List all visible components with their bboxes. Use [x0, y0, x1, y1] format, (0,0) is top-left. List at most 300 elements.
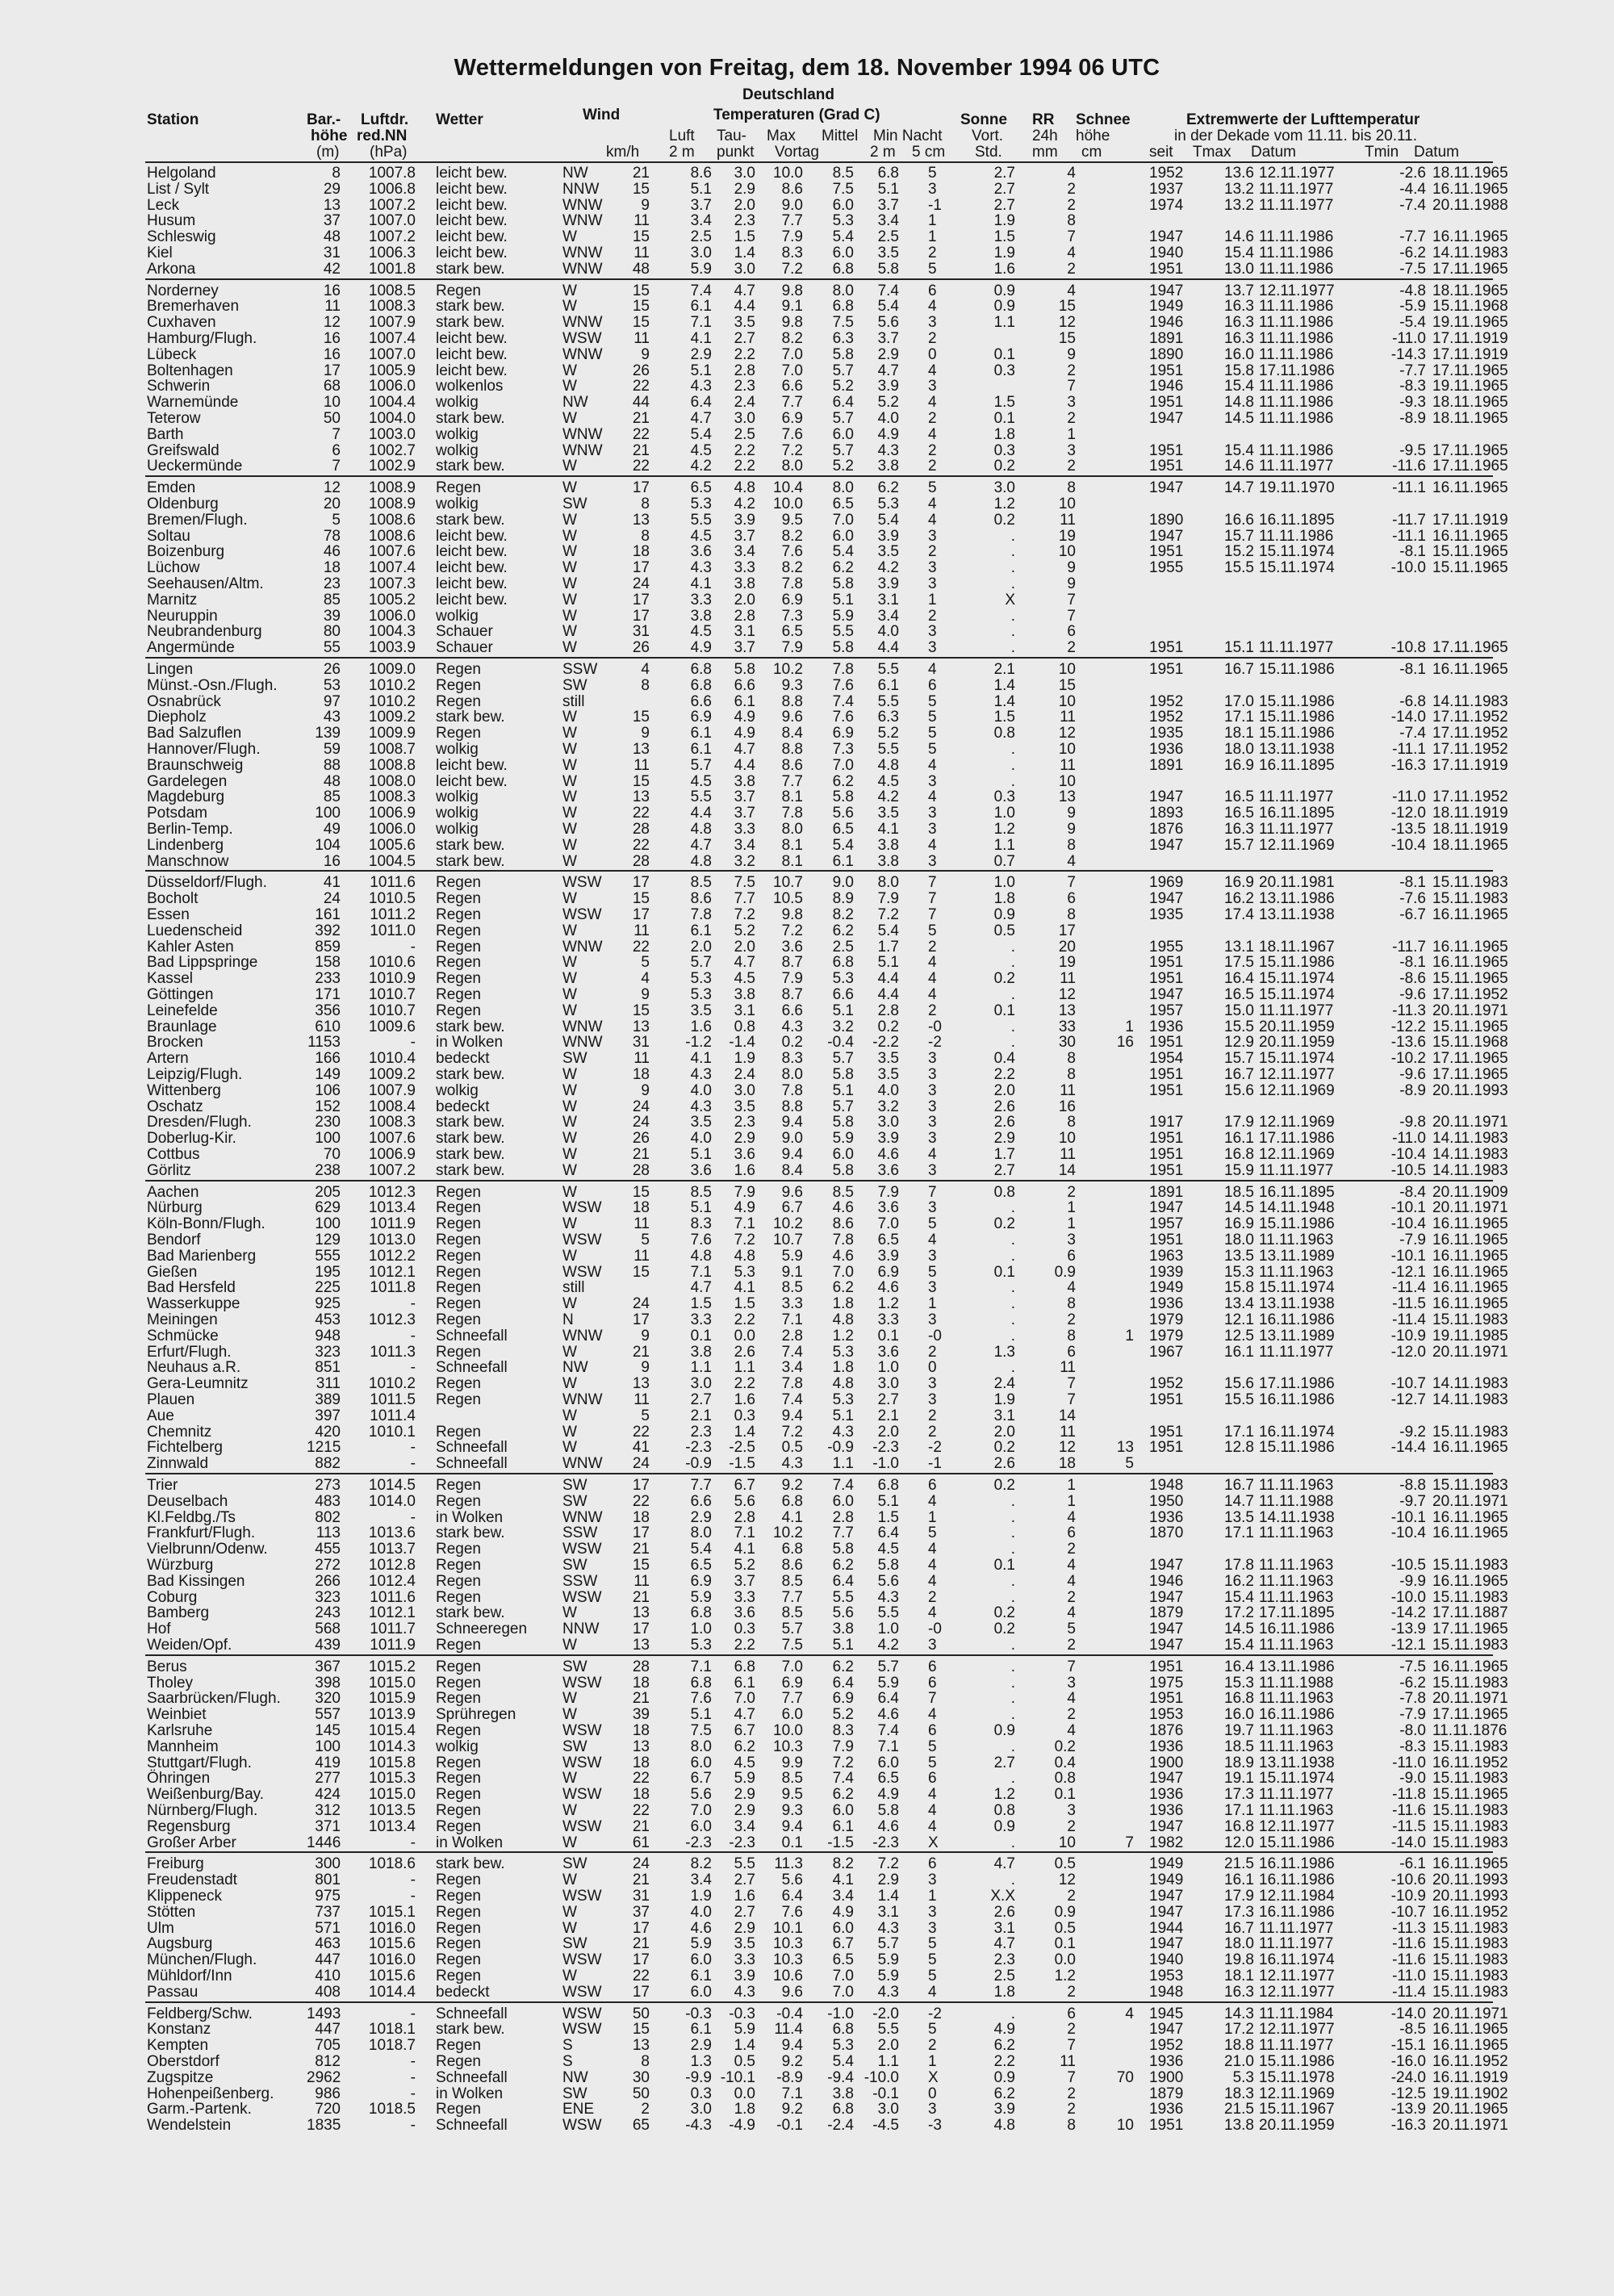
pressure: 1010.7 [368, 1002, 416, 1019]
sunshine: 0.1 [993, 1002, 1015, 1019]
record-tmin: -9.8 [1399, 1114, 1426, 1131]
temp-min: 3.0 [877, 1375, 899, 1393]
temp-air: 2.1 [690, 1407, 712, 1424]
precipitation: 10 [1058, 692, 1076, 710]
record-tmax: 12.9 [1224, 1034, 1254, 1052]
record-tmin-date: 17.11.1965 [1432, 441, 1508, 459]
temp-ground: 4 [928, 1983, 937, 2001]
temp-ground: 3 [928, 623, 937, 641]
temp-min: 4.7 [877, 362, 899, 379]
sunshine: 1.9 [993, 1391, 1015, 1408]
sunshine: . [1010, 1872, 1015, 1889]
station-name: Karlsruhe [147, 1722, 213, 1739]
station-height: 100 [315, 1130, 341, 1148]
pressure: 1008.6 [368, 527, 416, 545]
dewpoint: 2.8 [734, 607, 755, 625]
record-tmax: 16.8 [1224, 1817, 1254, 1835]
precipitation: 10 [1058, 772, 1076, 790]
weather: Regen [436, 1391, 481, 1408]
record-tmin: -8.4 [1399, 1183, 1426, 1201]
table-row [0, 1707, 1614, 1722]
sunshine: 1.1 [993, 314, 1015, 332]
temp-mean: 6.1 [832, 852, 854, 870]
table-row [0, 1265, 1614, 1280]
sunshine: 1.0 [993, 874, 1015, 892]
table-row [0, 198, 1614, 213]
weather: Regen [436, 1343, 481, 1361]
record-tmax-date: 15.11.1986 [1259, 725, 1335, 742]
temp-ground: 7 [928, 890, 937, 908]
record-tmin-date: 20.11.1971 [1432, 2005, 1508, 2022]
precipitation: 4 [1067, 245, 1076, 261]
table-row [0, 2086, 1614, 2102]
precipitation: 20 [1058, 938, 1076, 956]
wind-direction: S [562, 2037, 573, 2055]
precipitation: 1.2 [1054, 1968, 1076, 1984]
sunshine: . [1010, 2005, 1015, 2022]
pressure: 1004.3 [368, 623, 416, 641]
record-since: 1947 [1149, 479, 1184, 497]
pressure: 1007.3 [368, 575, 416, 592]
precipitation: 7 [1067, 2037, 1076, 2055]
wind-speed: 15 [632, 228, 650, 246]
station-height: 629 [315, 1199, 341, 1217]
temp-mean: 6.6 [832, 986, 854, 1003]
temp-max: 9.1 [781, 298, 803, 316]
record-tmin-date: 15.11.1983 [1432, 1951, 1508, 1969]
precipitation: 11 [1060, 1146, 1076, 1163]
header-hoehe-1: Bar.- [307, 111, 341, 128]
temp-air: 1.5 [690, 1295, 712, 1313]
dewpoint: 2.3 [734, 378, 755, 395]
pressure: - [410, 1295, 416, 1313]
record-tmax: 17.4 [1224, 906, 1254, 923]
wind-direction: W [562, 852, 577, 870]
sunshine: 0.2 [993, 511, 1015, 529]
wind-direction: WSW [562, 1263, 602, 1281]
wind-direction: W [562, 890, 577, 908]
temp-min: 4.8 [877, 756, 899, 774]
record-since: 1949 [1149, 1872, 1184, 1889]
temp-max: 10.0 [773, 165, 803, 182]
temp-air: 5.1 [690, 180, 712, 198]
precipitation: 4 [1067, 1604, 1076, 1622]
record-since: 1951 [1149, 260, 1184, 278]
temp-max: 9.4 [781, 1817, 803, 1835]
record-tmin: -10.6 [1390, 1872, 1426, 1889]
temp-mean: 7.0 [832, 1983, 854, 2001]
sunshine: . [1010, 1295, 1015, 1313]
precipitation: 9 [1067, 345, 1076, 363]
precipitation: 7 [1067, 1658, 1076, 1675]
wind-speed: 37 [632, 1903, 650, 1921]
sunshine: 3.0 [993, 479, 1015, 497]
station-name: Teterow [147, 410, 201, 427]
temp-mean: 5.7 [832, 1098, 854, 1115]
wind-speed: 24 [632, 1855, 650, 1873]
record-tmin: -12.0 [1390, 1343, 1426, 1361]
temp-min: 0.2 [877, 1018, 899, 1035]
temp-min: 5.4 [877, 298, 899, 316]
record-tmin: -11.6 [1392, 1935, 1426, 1953]
dewpoint: 2.8 [734, 1508, 755, 1526]
temp-mean: 5.6 [832, 1604, 854, 1622]
record-since: 1951 [1149, 1034, 1184, 1052]
temp-air: 1.3 [690, 2053, 712, 2070]
wind-speed: 21 [632, 1817, 650, 1835]
record-since: 1947 [1149, 2021, 1184, 2039]
temp-ground: 4 [928, 298, 937, 316]
dewpoint: 3.5 [734, 1098, 755, 1115]
pressure: - [410, 2053, 416, 2070]
wind-speed: 4 [641, 970, 650, 988]
temp-min: 5.5 [877, 661, 899, 678]
temp-air: 6.1 [690, 2021, 712, 2039]
station-name: Chemnitz [147, 1423, 212, 1441]
pressure: 1006.0 [368, 607, 416, 625]
temp-max: 8.5 [781, 1770, 803, 1788]
record-tmax-date: 11.11.1963 [1259, 1557, 1334, 1574]
temp-air: 3.8 [690, 1343, 712, 1361]
wind-direction: W [562, 1161, 577, 1179]
record-tmin: -8.9 [1399, 410, 1426, 427]
temp-air: 1.0 [690, 1621, 712, 1638]
station-name: Greifswald [147, 441, 220, 459]
weather: Regen [436, 1802, 481, 1819]
wind-speed: 15 [632, 1002, 650, 1019]
station-name: Meiningen [147, 1311, 218, 1328]
temp-air: 4.5 [690, 441, 712, 459]
temp-mean: 6.8 [832, 298, 854, 316]
station-name: Wasserkuppe [147, 1295, 240, 1313]
station-height: 2962 [307, 2068, 341, 2086]
temp-air: 5.9 [690, 260, 712, 278]
record-tmin-date: 15.11.1965 [1432, 1786, 1508, 1804]
precipitation: 2 [1067, 458, 1076, 475]
record-tmin: -7.9 [1399, 1706, 1426, 1724]
sunshine: 0.8 [993, 725, 1015, 742]
precipitation: 8 [1067, 1327, 1076, 1345]
record-tmax-date: 15.11.1986 [1259, 709, 1335, 726]
record-tmax: 17.1 [1224, 709, 1254, 726]
pressure: 1011.4 [370, 1407, 416, 1424]
record-tmin-date: 20.11.1965 [1432, 2101, 1508, 2118]
temp-min: 5.1 [877, 1492, 899, 1510]
wind-direction: ENE [562, 2101, 595, 2118]
dewpoint: 0.3 [734, 1621, 755, 1638]
dewpoint: 2.2 [734, 1311, 755, 1328]
station-height: 100 [315, 1215, 341, 1233]
record-tmax-date: 11.11.1977 [1259, 821, 1334, 838]
temp-min: 5.8 [877, 1557, 899, 1574]
temp-ground: 3 [928, 821, 937, 838]
record-since: 1951 [1149, 1658, 1184, 1675]
temp-min: 3.5 [877, 805, 899, 822]
temp-air: 2.5 [690, 228, 712, 246]
record-tmin: -7.5 [1399, 1658, 1426, 1675]
station-height: 277 [315, 1770, 341, 1788]
record-since: 1953 [1149, 1706, 1184, 1724]
record-since: 1948 [1149, 1983, 1184, 2001]
record-since: 1957 [1149, 1002, 1184, 1019]
temp-mean: 3.4 [832, 1888, 854, 1905]
header-nacht-5cm: 5 cm [912, 144, 946, 161]
temp-max: 10.3 [773, 1935, 803, 1953]
record-since: 1948 [1149, 1477, 1184, 1494]
pressure: 1018.5 [368, 2101, 416, 2118]
record-tmin-date: 15.11.1983 [1432, 1423, 1508, 1441]
wind-direction: W [562, 1604, 577, 1622]
temp-ground: 3 [928, 180, 937, 198]
precipitation: 1 [1067, 1199, 1076, 1217]
record-tmax: 14.5 [1224, 1621, 1254, 1638]
wind-speed: 21 [632, 1541, 650, 1558]
wind-direction: WSW [562, 2117, 602, 2135]
wind-direction: WSW [562, 1786, 602, 1804]
dewpoint: 7.1 [734, 1524, 755, 1542]
record-tmin-date: 14.11.1983 [1432, 692, 1508, 710]
wind-direction: W [562, 1770, 577, 1788]
dewpoint: 4.8 [734, 1247, 755, 1265]
weather: Sprühregen [436, 1706, 516, 1724]
wind-speed: 8 [641, 2053, 650, 2070]
header-mittel: Mittel [822, 128, 859, 144]
weather: Regen [436, 676, 481, 694]
dewpoint: 4.5 [734, 1754, 755, 1771]
station-name: Leipzig/Flugh. [147, 1066, 243, 1083]
table-row [0, 1115, 1614, 1130]
table-row [0, 1200, 1614, 1215]
wind-speed: 21 [632, 1588, 650, 1606]
temp-mean: 6.0 [832, 1146, 854, 1163]
record-tmin-date: 20.11.1993 [1432, 1872, 1508, 1889]
station-height: 266 [315, 1572, 341, 1590]
temp-max: 9.5 [781, 1786, 803, 1804]
record-tmin: -10.5 [1390, 1161, 1426, 1179]
temp-max: 8.3 [781, 1050, 803, 1068]
table-row [0, 1376, 1614, 1391]
precipitation: 3 [1067, 394, 1076, 412]
header-datum-min: Datum [1414, 144, 1459, 161]
dewpoint: 2.2 [734, 458, 755, 475]
precipitation: 6 [1067, 890, 1076, 908]
record-tmax-date: 11.11.1977 [1259, 458, 1334, 475]
wind-direction: WNW [562, 212, 603, 230]
sunshine: 6.2 [993, 2037, 1015, 2055]
record-tmin-date: 14.11.1983 [1432, 245, 1508, 261]
temp-min: 3.5 [877, 1066, 899, 1083]
dewpoint: 3.8 [734, 986, 755, 1003]
record-tmin: -8.1 [1399, 954, 1426, 972]
weather: stark bew. [436, 836, 505, 854]
precipitation: 6 [1067, 1247, 1076, 1265]
pressure: 1007.2 [368, 1161, 416, 1179]
dewpoint: 3.3 [734, 821, 755, 838]
station-name: Kahler Asten [147, 938, 234, 956]
station-name: Düsseldorf/Flugh. [147, 874, 267, 892]
temp-air: 7.6 [690, 1690, 712, 1708]
weather: leicht bew. [436, 330, 508, 347]
temp-ground: 3 [928, 1130, 937, 1148]
record-since: 1876 [1149, 821, 1184, 838]
dewpoint: 3.8 [734, 575, 755, 592]
temp-min: 0.1 [877, 1327, 899, 1345]
temp-max: 8.7 [781, 954, 803, 972]
record-tmax: 15.3 [1224, 1674, 1254, 1692]
dewpoint: 3.6 [734, 1604, 755, 1622]
wind-speed: 48 [632, 260, 650, 278]
table-row [0, 1147, 1614, 1162]
wind-speed: 15 [632, 890, 650, 908]
precipitation: 8 [1067, 2117, 1076, 2135]
station-height: 43 [323, 709, 341, 726]
record-tmax: 15.5 [1224, 1018, 1254, 1035]
temp-mean: 6.0 [832, 1802, 854, 1819]
temp-ground: -0 [928, 1621, 942, 1638]
wind-speed: 11 [633, 330, 650, 347]
temp-max: 4.3 [781, 1455, 803, 1473]
sunshine: . [1010, 527, 1015, 545]
station-height: 453 [315, 1311, 341, 1328]
record-tmin: -7.7 [1399, 228, 1426, 246]
station-name: Zugspitze [147, 2068, 214, 2086]
temp-max: 6.7 [781, 1199, 803, 1217]
station-name: München/Flugh. [147, 1951, 257, 1969]
temp-max: 10.7 [773, 1232, 803, 1248]
pressure: - [410, 2117, 416, 2135]
station-name: Stötten [147, 1903, 196, 1921]
record-tmin-date: 18.11.1965 [1432, 165, 1508, 182]
station-name: Schleswig [147, 228, 216, 246]
record-tmin-date: 18.11.1919 [1432, 821, 1508, 838]
record-tmin-date: 16.11.1965 [1432, 1439, 1508, 1457]
temp-min: 3.1 [877, 1903, 899, 1921]
header-rr-3: mm [1032, 144, 1058, 161]
wind-direction: W [562, 639, 577, 657]
temp-ground: 3 [928, 1081, 937, 1099]
record-tmin-date: 16.11.1965 [1432, 938, 1508, 956]
record-tmin-date: 14.11.1983 [1432, 1391, 1508, 1408]
record-tmin: -8.3 [1399, 378, 1426, 395]
record-tmax: 17.3 [1224, 1786, 1254, 1804]
temp-ground: X [928, 2068, 939, 2086]
record-tmin: -9.7 [1399, 1492, 1426, 1510]
sunshine: . [1010, 543, 1015, 561]
table-row [0, 1541, 1614, 1557]
temp-min: 5.9 [877, 1951, 899, 1969]
precipitation: 12 [1058, 1872, 1076, 1889]
record-tmin: -11.6 [1392, 1802, 1426, 1819]
record-tmax-date: 12.11.1977 [1259, 1983, 1335, 2001]
wind-speed: 18 [632, 1754, 650, 1771]
wind-speed: 5 [641, 1232, 650, 1248]
wind-direction: W [562, 1375, 577, 1393]
pressure: 1007.2 [368, 228, 416, 246]
dewpoint: 1.8 [734, 2101, 755, 2118]
table-row [0, 331, 1614, 346]
dewpoint: 3.0 [734, 1081, 755, 1099]
record-tmax-date: 16.11.1986 [1259, 1855, 1335, 1873]
weather: in Wolken [436, 1034, 504, 1052]
record-tmin-date: 15.11.1983 [1432, 1770, 1508, 1788]
record-since: 1949 [1149, 298, 1184, 316]
record-tmin-date: 17.11.1952 [1432, 986, 1508, 1003]
table-row [0, 907, 1614, 922]
record-tmax-date: 11.11.1977 [1259, 1343, 1334, 1361]
record-since: 1890 [1149, 345, 1184, 363]
record-tmin-date: 14.11.1983 [1432, 1130, 1508, 1148]
record-tmax: 13.5 [1224, 1247, 1254, 1265]
temp-max: 7.6 [781, 1903, 803, 1921]
record-tmax: 16.4 [1224, 1658, 1254, 1675]
temp-min: 3.9 [877, 1247, 899, 1265]
station-name: Weinbiet [147, 1706, 207, 1724]
pressure: 1013.4 [368, 1199, 416, 1217]
pressure: - [410, 1327, 416, 1345]
record-tmax: 18.0 [1224, 1232, 1254, 1248]
temp-air: 6.0 [690, 1817, 712, 1835]
temp-ground: 3 [928, 1199, 937, 1217]
record-tmax-date: 11.11.1963 [1259, 1690, 1334, 1708]
record-tmin-date: 16.11.1965 [1432, 1508, 1508, 1526]
temp-max: 7.0 [781, 362, 803, 379]
dewpoint: 4.3 [734, 1983, 755, 2001]
temp-mean: -2.4 [827, 2117, 854, 2135]
dewpoint: 1.4 [734, 2037, 755, 2055]
table-row [0, 939, 1614, 955]
precipitation: 18 [1058, 1455, 1076, 1473]
table-row [0, 427, 1614, 442]
station-height: 1153 [307, 1034, 341, 1052]
record-tmax-date: 15.11.1986 [1259, 2053, 1335, 2070]
dewpoint: 2.9 [734, 1130, 755, 1148]
temp-min: 3.6 [877, 1343, 899, 1361]
record-since: 1963 [1149, 1247, 1184, 1265]
temp-min: 6.1 [877, 676, 899, 694]
temp-ground: 3 [928, 1311, 937, 1328]
record-tmax: 16.7 [1224, 1919, 1254, 1937]
dewpoint: 2.6 [734, 1343, 755, 1361]
temp-mean: 7.8 [832, 1232, 854, 1248]
pressure: 1014.4 [368, 1983, 416, 2001]
temp-air: 8.3 [690, 1215, 712, 1233]
sunshine: 1.8 [993, 890, 1015, 908]
sunshine: . [1010, 1770, 1015, 1788]
temp-min: 2.5 [877, 228, 899, 246]
precipitation: 4 [1067, 282, 1076, 299]
precipitation: 4 [1067, 1508, 1076, 1526]
record-tmax: 16.9 [1224, 874, 1254, 892]
record-tmax-date: 13.11.1989 [1259, 1327, 1335, 1345]
station-height: 439 [315, 1637, 341, 1654]
precipitation: 1 [1067, 425, 1076, 443]
record-tmax: 18.1 [1224, 1968, 1254, 1984]
header-sonne-3: Std. [975, 144, 1002, 161]
wind-direction: W [562, 986, 577, 1003]
temp-air: 3.0 [690, 245, 712, 261]
table-row [0, 299, 1614, 314]
station-name: Klippeneck [147, 1888, 222, 1905]
weather: stark bew. [436, 1855, 505, 1873]
wind-direction: WSW [562, 906, 602, 923]
station-name: Coburg [147, 1588, 198, 1606]
temp-min: 3.2 [877, 1098, 899, 1115]
table-row [0, 1248, 1614, 1264]
dewpoint: 3.4 [734, 1817, 755, 1835]
temp-mean: 8.0 [832, 479, 854, 497]
temp-max: 7.1 [781, 1311, 803, 1328]
wind-direction: S [562, 2053, 573, 2070]
